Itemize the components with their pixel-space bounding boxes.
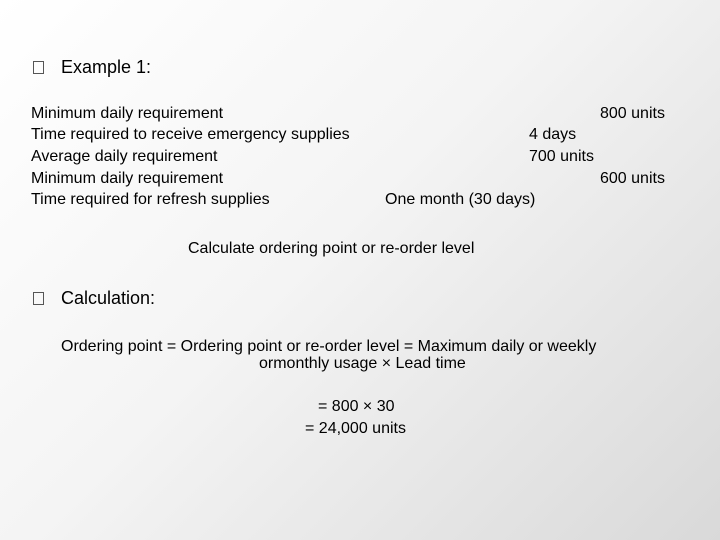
calc-step-1: = 800 × 30 <box>318 398 395 415</box>
given-label-1: Minimum daily requirement <box>31 105 224 122</box>
given-value-1: 800 units <box>600 105 665 122</box>
question-text: Calculate ordering point or re-order level <box>188 240 475 257</box>
bullet-icon <box>33 61 44 74</box>
calc-result: = 24,000 units <box>305 420 406 437</box>
given-value-4: 600 units <box>600 170 665 187</box>
calculation-heading: Calculation: <box>61 288 156 308</box>
given-value-2: 4 days <box>529 126 577 143</box>
given-label-2: Time required to receive emergency supplies <box>31 126 350 143</box>
formula-line-1: Ordering point = Ordering point or re-order level = Maximum daily or weekly <box>61 338 597 355</box>
given-label-3: Average daily requirement <box>31 148 218 165</box>
given-label-5: Time required for refresh supplies <box>31 191 270 208</box>
example-heading: Example 1: <box>61 57 152 77</box>
given-label-4: Minimum daily requirement <box>31 170 224 187</box>
given-value-3: 700 units <box>529 148 594 165</box>
formula-line-2: ormonthly usage × Lead time <box>259 355 466 372</box>
given-value-5: One month (30 days) <box>385 191 536 208</box>
bullet-icon <box>33 292 44 305</box>
